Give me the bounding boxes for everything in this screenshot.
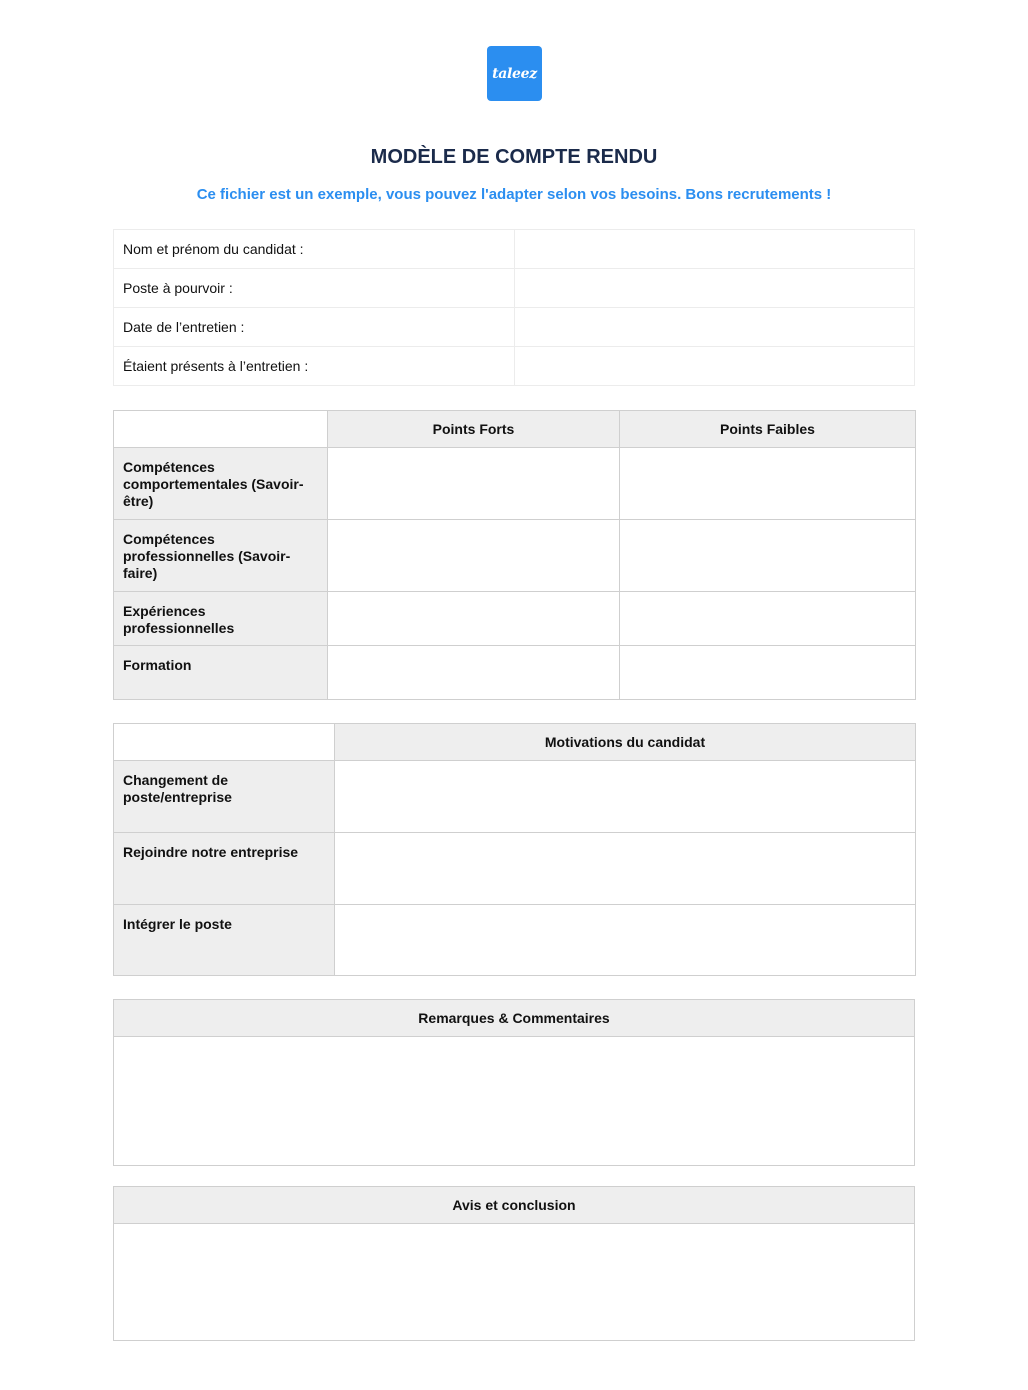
strengths-cell[interactable] xyxy=(328,448,620,520)
page-title: MODÈLE DE COMPTE RENDU xyxy=(370,146,658,168)
table-header-row xyxy=(114,724,916,761)
motivation-cell[interactable] xyxy=(335,905,916,976)
empty-header-cell xyxy=(114,724,335,761)
empty-header-cell xyxy=(114,411,328,448)
motivation-cell[interactable] xyxy=(335,761,916,833)
strengths-cell[interactable] xyxy=(328,520,620,592)
table-row xyxy=(114,520,916,592)
weaknesses-cell[interactable] xyxy=(620,646,916,700)
table-row xyxy=(114,1224,915,1341)
column-header-strengths: Points Forts xyxy=(328,411,620,448)
table-row xyxy=(114,592,916,646)
table-row xyxy=(114,1037,915,1166)
page-subtitle: Ce fichier est un exemple, vous pouvez l'adapter selon vos besoins. Bons recrutements ! xyxy=(196,186,832,203)
info-label: Étaient présents à l’entretien : xyxy=(114,347,515,386)
remarks-table xyxy=(113,999,915,1166)
row-label: Rejoindre notre entreprise xyxy=(114,833,335,905)
info-value-field[interactable] xyxy=(515,347,915,386)
conclusion-table xyxy=(113,1186,915,1341)
remarks-header: Remarques & Commentaires xyxy=(114,1000,915,1037)
table-row xyxy=(114,230,915,269)
table-row xyxy=(114,269,915,308)
candidate-info-table xyxy=(113,229,915,386)
weaknesses-cell[interactable] xyxy=(620,520,916,592)
column-header-weaknesses: Points Faibles xyxy=(620,411,916,448)
weaknesses-cell[interactable] xyxy=(620,592,916,646)
row-label: Formation xyxy=(114,646,328,700)
row-label: Compétences professionnelles (Savoir-faire) xyxy=(114,520,328,592)
info-value-field[interactable] xyxy=(515,308,915,347)
row-label: Expériences professionnelles xyxy=(114,592,328,646)
weaknesses-cell[interactable] xyxy=(620,448,916,520)
logo-text: taleez xyxy=(492,65,537,82)
column-header-motivations: Motivations du candidat xyxy=(335,724,916,761)
table-header-row xyxy=(114,1000,915,1037)
info-value-field[interactable] xyxy=(515,269,915,308)
strengths-cell[interactable] xyxy=(328,646,620,700)
conclusion-field[interactable] xyxy=(114,1224,915,1341)
table-row xyxy=(114,646,916,700)
table-row xyxy=(114,761,916,833)
table-row xyxy=(114,448,916,520)
table-row xyxy=(114,308,915,347)
motivations-table xyxy=(113,723,916,976)
info-label: Poste à pourvoir : xyxy=(114,269,515,308)
info-label: Date de l’entretien : xyxy=(114,308,515,347)
strengths-cell[interactable] xyxy=(328,592,620,646)
row-label: Changement de poste/entreprise xyxy=(114,761,335,833)
taleez-logo xyxy=(487,46,542,101)
evaluation-table xyxy=(113,410,916,700)
motivation-cell[interactable] xyxy=(335,833,916,905)
table-header-row xyxy=(114,1187,915,1224)
info-label: Nom et prénom du candidat : xyxy=(114,230,515,269)
remarks-field[interactable] xyxy=(114,1037,915,1166)
table-row xyxy=(114,905,916,976)
row-label: Compétences comportementales (Savoir-être) xyxy=(114,448,328,520)
conclusion-header: Avis et conclusion xyxy=(114,1187,915,1224)
table-row xyxy=(114,347,915,386)
row-label: Intégrer le poste xyxy=(114,905,335,976)
table-row xyxy=(114,833,916,905)
info-value-field[interactable] xyxy=(515,230,915,269)
table-header-row xyxy=(114,411,916,448)
